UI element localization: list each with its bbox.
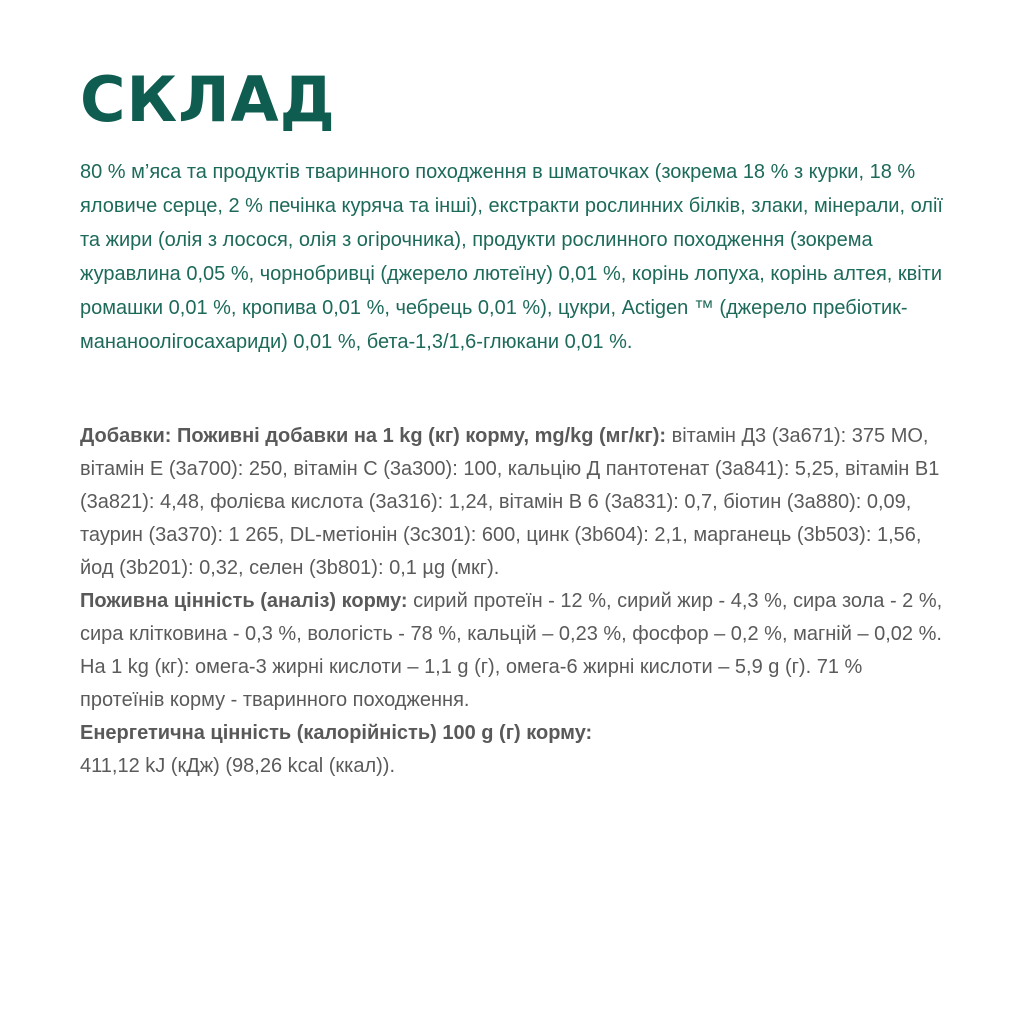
energy-label-paragraph	[80, 717, 950, 750]
nutrition-details	[80, 420, 950, 783]
additives-paragraph	[80, 420, 950, 585]
energy-text: 411,12 kJ (кДж) (98,26 kcal (ккал)).	[80, 755, 396, 777]
page-title: СКЛАД	[80, 63, 336, 136]
additives-label: Добавки: Поживні добавки на 1 kg (кг) корму, mg/kg (мг/кг):	[80, 425, 667, 447]
energy-value-paragraph	[80, 750, 950, 783]
energy-label: Енергетична цінність (калорійність) 100 g (г) корму:	[80, 722, 593, 744]
composition-text: 80 % м’яса та продуктів тваринного походження в шматочках (зокрема 18 % з курки, 18 % яловиче серце, 2 % печінка куряча та інші), екстракти рослинних білків, злаки, мінерали, олії та жири (олія з лосося, олія з огірочника), продукти рослинного походження (зокрема журавлина 0,05 %, чорнобривці (джерело лютеїну) 0,01 %, корінь лопуха, корінь алтея, квіти ромашки 0,01 %, кропива 0,01 %, чебрець 0,01 %), цукри, Actigen ™ (джерело пребіотик-мананоолігосахариди) 0,01 %, бета-1,3/1,6-глюкани 0,01 %.	[80, 161, 943, 353]
nutrition-label: Поживна цінність (аналіз) корму:	[80, 590, 408, 612]
additives-text: вітамін Д3 (3а671): 375 МО, вітамін Е (3а700): 250, вітамін С (3а300): 100, кальцію Д пантотенат (3а841): 5,25, вітамін В1 (3а821): 4,48, фолієва кислота (3а316): 1,24, вітамін В 6 (3а831): 0,7, біотин (3а880): 0,09, таурин (3а370): 1 265, DL-метіонін (3с301): 600, цинк (3b604): 2,1, марганець (3b503): 1,56, йод (3b201): 0,32, селен (3b801): 0,1 µg (мкг).	[80, 425, 940, 579]
nutrition-text: сирий протеїн - 12 %, сирий жир - 4,3 %, сира зола - 2 %, сира клітковина - 0,3 %, вологість - 78 %, кальцій – 0,23 %, фосфор – 0,2 %, магній – 0,02 %. На 1 kg (кг): омега-3 жирні кислоти – 1,1 g (г), омега-6 жирні кислоти – 5,9 g (г). 71 % протеїнів корму - тваринного походження.	[80, 590, 943, 711]
nutrition-paragraph	[80, 585, 950, 717]
